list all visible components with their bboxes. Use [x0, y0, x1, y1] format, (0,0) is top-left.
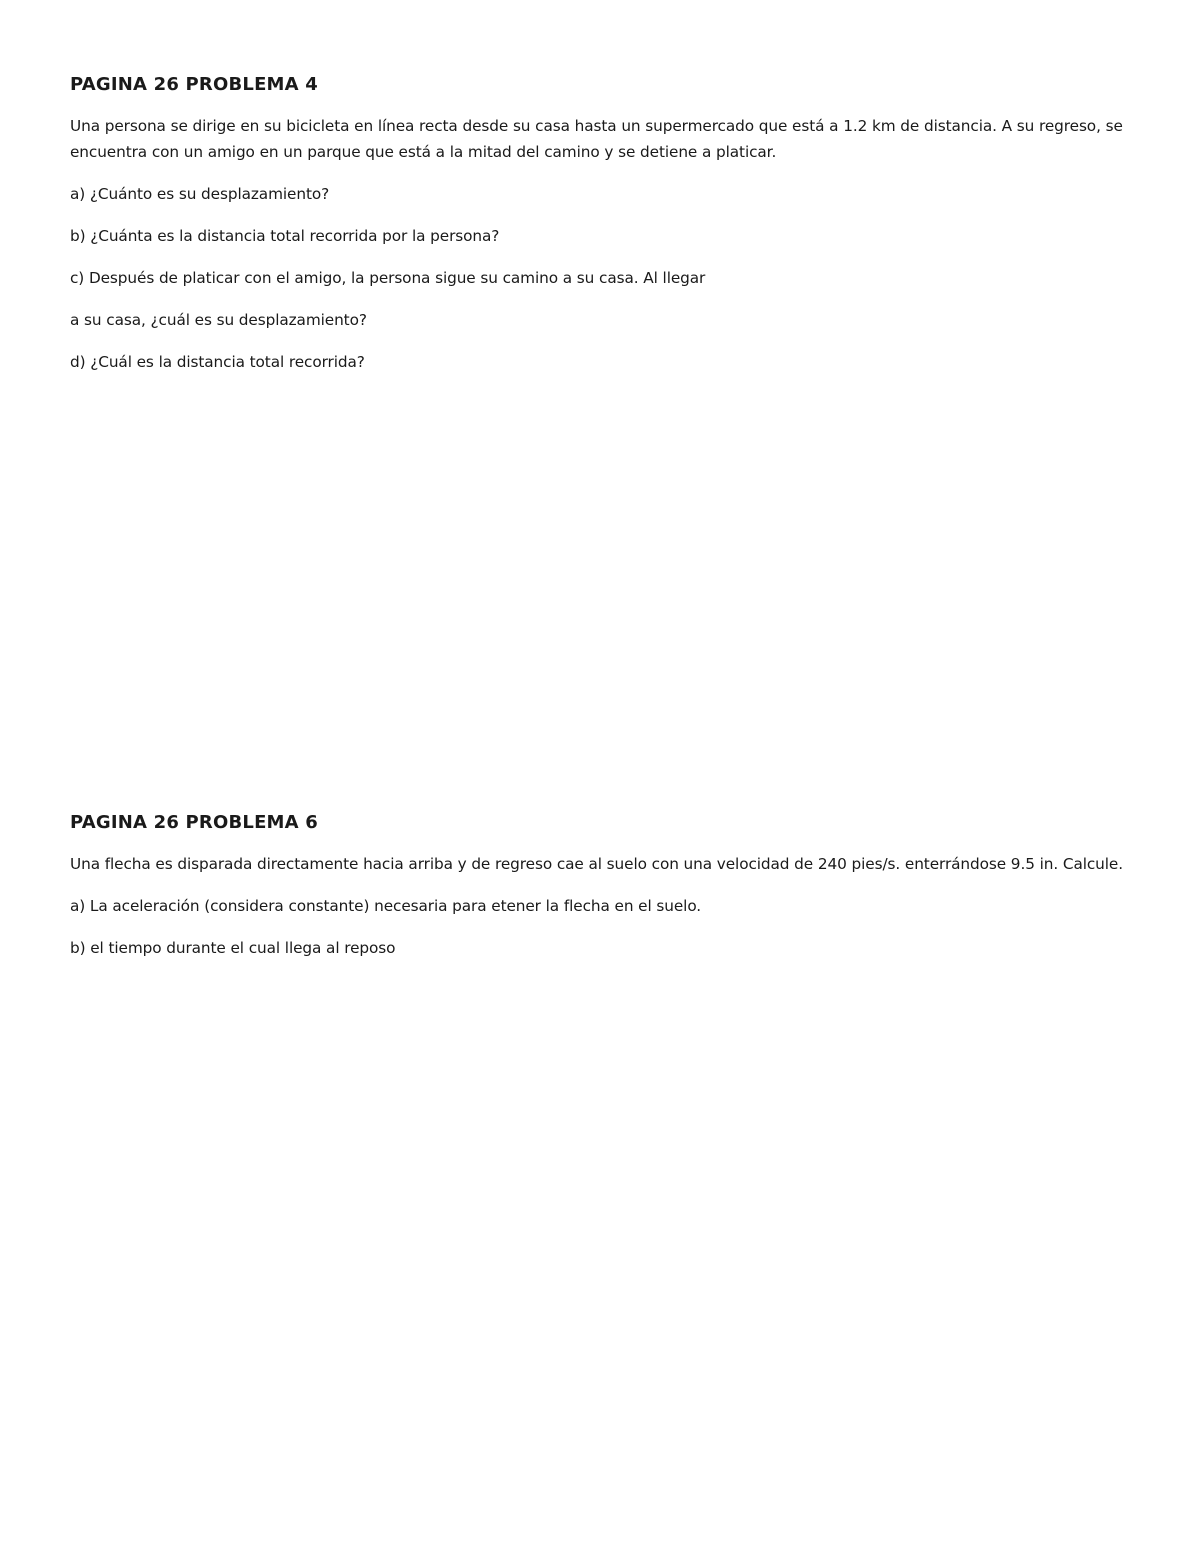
- problem-6-question-b: b) el tiempo durante el cual llega al reposo: [70, 939, 396, 957]
- problem-4-question-d: d) ¿Cuál es la distancia total recorrida?: [70, 353, 365, 371]
- problem-4-question-b: b) ¿Cuánta es la distancia total recorrida por la persona?: [70, 227, 500, 245]
- problem-6-section: [70, 811, 1130, 977]
- problem-6-question-a: a) La aceleración (considera constante) necesaria para etener la flecha en el suelo.: [70, 897, 702, 915]
- problem-4-statement: Una persona se dirige en su bicicleta en línea recta desde su casa hasta un supermercado que está a 1.2 km de distancia. A su regreso, se encuentra con un amigo en un parque que está a la mitad del camino y se detiene a platicar.: [70, 117, 1123, 161]
- problem-4-question-a: a) ¿Cuánto es su desplazamiento?: [70, 185, 330, 203]
- problem-6-heading: PAGINA 26 PROBLEMA 6: [70, 812, 318, 833]
- problem-4-question-c-continued: a su casa, ¿cuál es su desplazamiento?: [70, 311, 367, 329]
- problem-4-heading: PAGINA 26 PROBLEMA 4: [70, 74, 318, 95]
- problem-4-section: [70, 73, 1130, 391]
- problem-4-question-c: c) Después de platicar con el amigo, la persona sigue su camino a su casa. Al llegar: [70, 269, 706, 287]
- problem-6-statement: Una flecha es disparada directamente hacia arriba y de regreso cae al suelo con una velocidad de 240 pies/s. enterrándose 9.5 in. Calcule.: [70, 855, 1124, 873]
